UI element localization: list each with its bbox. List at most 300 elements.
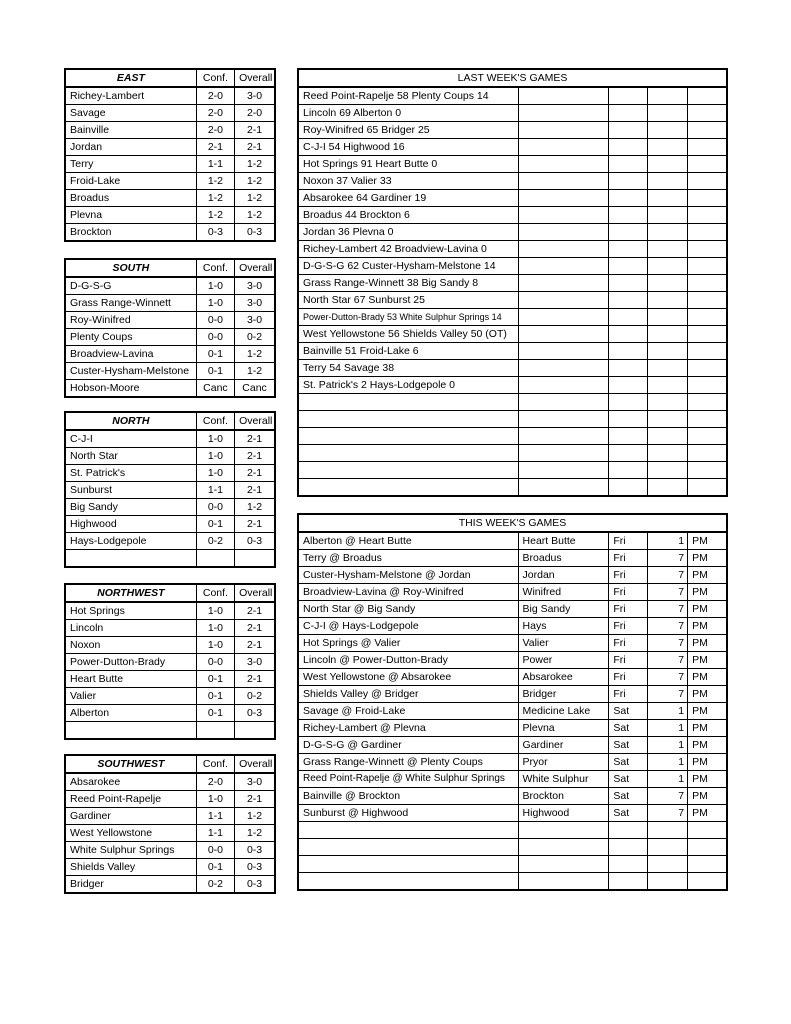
game-result: Lincoln 69 Alberton 0 <box>298 105 518 122</box>
table-row <box>65 207 275 224</box>
empty-cell <box>518 224 609 241</box>
am-pm: PM <box>688 601 727 618</box>
game-day: Sat <box>609 737 647 754</box>
game-day <box>609 822 647 839</box>
am-pm: PM <box>688 584 727 601</box>
empty-cell <box>518 377 609 394</box>
overall-column-header: Overall <box>235 412 275 430</box>
game-day: Fri <box>609 652 647 669</box>
game-result: Absarokee 64 Gardiner 19 <box>298 190 518 207</box>
game-day: Fri <box>609 584 647 601</box>
conf-column-header: Conf. <box>196 755 234 773</box>
standings-east <box>64 68 276 242</box>
game-result: North Star 67 Sunburst 25 <box>298 292 518 309</box>
table-row <box>65 859 275 876</box>
table-row <box>65 842 275 859</box>
overall-record: 0-2 <box>235 688 275 705</box>
conference-record: 0-0 <box>196 499 234 516</box>
team-name: Grass Range-Winnett <box>65 295 196 312</box>
empty-cell <box>688 105 727 122</box>
table-row <box>298 686 727 703</box>
team-name: Absarokee <box>65 773 196 791</box>
location: Valier <box>518 635 609 652</box>
empty-cell <box>609 292 647 309</box>
empty-cell <box>647 479 687 497</box>
empty-cell <box>647 326 687 343</box>
conference-record: 2-0 <box>196 773 234 791</box>
game-result: St. Patrick's 2 Hays-Lodgepole 0 <box>298 377 518 394</box>
conference-record: 1-2 <box>196 190 234 207</box>
am-pm: PM <box>688 669 727 686</box>
section-header <box>298 514 727 532</box>
table-row <box>65 87 275 105</box>
game-day <box>609 873 647 891</box>
team-name: Bridger <box>65 876 196 894</box>
game-result <box>298 445 518 462</box>
table-row <box>298 479 727 497</box>
table-row <box>298 822 727 839</box>
table-row <box>65 430 275 448</box>
team-name: Heart Butte <box>65 671 196 688</box>
empty-cell <box>688 224 727 241</box>
matchup <box>298 856 518 873</box>
table-row <box>65 363 275 380</box>
overall-record: 2-1 <box>235 465 275 482</box>
team-name: Gardiner <box>65 808 196 825</box>
division-header <box>65 412 275 430</box>
table-row <box>65 550 275 568</box>
conference-record: 0-2 <box>196 533 234 550</box>
team-name: Plevna <box>65 207 196 224</box>
game-day: Fri <box>609 601 647 618</box>
overall-record: 2-1 <box>235 448 275 465</box>
conference-record: 0-1 <box>196 516 234 533</box>
empty-cell <box>647 190 687 207</box>
am-pm: PM <box>688 805 727 822</box>
empty-cell <box>647 105 687 122</box>
empty-cell <box>688 360 727 377</box>
game-result: Roy-Winifred 65 Bridger 25 <box>298 122 518 139</box>
table-row <box>65 346 275 363</box>
table-row <box>65 482 275 499</box>
table-row <box>65 671 275 688</box>
empty-cell <box>688 309 727 326</box>
game-time: 1 <box>647 703 687 720</box>
game-time: 7 <box>647 686 687 703</box>
table-row <box>298 754 727 771</box>
table-row <box>65 224 275 242</box>
empty-cell <box>518 241 609 258</box>
location: Winifred <box>518 584 609 601</box>
am-pm: PM <box>688 788 727 805</box>
table-row <box>298 156 727 173</box>
division-name: SOUTH <box>65 259 196 277</box>
overall-record: 0-3 <box>235 533 275 550</box>
overall-record: 1-2 <box>235 346 275 363</box>
empty-cell <box>609 326 647 343</box>
empty-cell <box>647 87 687 105</box>
location: Power <box>518 652 609 669</box>
matchup: Alberton @ Heart Butte <box>298 532 518 550</box>
team-name: West Yellowstone <box>65 825 196 842</box>
team-name: Highwood <box>65 516 196 533</box>
table-row <box>298 601 727 618</box>
location: Highwood <box>518 805 609 822</box>
game-result: D-G-S-G 62 Custer-Hysham-Melstone 14 <box>298 258 518 275</box>
empty-cell <box>688 445 727 462</box>
team-name: Hobson-Moore <box>65 380 196 398</box>
team-name: Reed Point-Rapelje <box>65 791 196 808</box>
location <box>518 856 609 873</box>
empty-cell <box>688 173 727 190</box>
standings-north <box>64 411 276 568</box>
team-name: White Sulphur Springs <box>65 842 196 859</box>
conference-record: 0-1 <box>196 363 234 380</box>
team-name: Shields Valley <box>65 859 196 876</box>
conference-record: 1-0 <box>196 430 234 448</box>
matchup: Broadview-Lavina @ Roy-Winifred <box>298 584 518 601</box>
empty-cell <box>609 462 647 479</box>
game-result <box>298 428 518 445</box>
matchup: D-G-S-G @ Gardiner <box>298 737 518 754</box>
empty-cell <box>688 207 727 224</box>
location: Heart Butte <box>518 532 609 550</box>
matchup: C-J-I @ Hays-Lodgepole <box>298 618 518 635</box>
table-row <box>298 173 727 190</box>
table-row <box>65 380 275 398</box>
table-row <box>298 309 727 326</box>
team-name: Power-Dutton-Brady <box>65 654 196 671</box>
empty-cell <box>518 275 609 292</box>
game-time: 1 <box>647 720 687 737</box>
empty-cell <box>688 139 727 156</box>
empty-cell <box>518 190 609 207</box>
table-row <box>65 465 275 482</box>
empty-cell <box>647 309 687 326</box>
conference-record: Canc <box>196 380 234 398</box>
empty-cell <box>518 445 609 462</box>
overall-record: 1-2 <box>235 173 275 190</box>
empty-cell <box>688 326 727 343</box>
location: Brockton <box>518 788 609 805</box>
empty-cell <box>688 462 727 479</box>
game-time <box>647 856 687 873</box>
game-time: 7 <box>647 788 687 805</box>
empty-cell <box>609 377 647 394</box>
conference-record: 1-0 <box>196 602 234 620</box>
empty-cell <box>609 207 647 224</box>
matchup <box>298 839 518 856</box>
empty-cell <box>647 156 687 173</box>
table-row <box>65 105 275 122</box>
game-day: Fri <box>609 567 647 584</box>
am-pm: PM <box>688 532 727 550</box>
overall-record: 2-0 <box>235 105 275 122</box>
conference-record: 2-0 <box>196 87 234 105</box>
this-week-games <box>297 513 728 891</box>
section-title: LAST WEEK'S GAMES <box>298 69 727 87</box>
conference-record: 0-2 <box>196 876 234 894</box>
am-pm: PM <box>688 635 727 652</box>
table-row <box>298 258 727 275</box>
conference-record: 2-0 <box>196 105 234 122</box>
game-result: C-J-I 54 Highwood 16 <box>298 139 518 156</box>
division-name: EAST <box>65 69 196 87</box>
empty-cell <box>518 105 609 122</box>
empty-cell <box>609 87 647 105</box>
conference-record: 1-2 <box>196 173 234 190</box>
matchup: Lincoln @ Power-Dutton-Brady <box>298 652 518 669</box>
overall-record: 2-1 <box>235 637 275 654</box>
table-row <box>65 173 275 190</box>
empty-cell <box>688 275 727 292</box>
game-result <box>298 394 518 411</box>
empty-cell <box>647 207 687 224</box>
overall-record: 0-3 <box>235 705 275 722</box>
overall-record: 2-1 <box>235 482 275 499</box>
table-row <box>298 584 727 601</box>
empty-cell <box>688 411 727 428</box>
am-pm <box>688 839 727 856</box>
conference-record <box>196 550 234 568</box>
empty-cell <box>518 462 609 479</box>
table-row <box>298 805 727 822</box>
team-name: Terry <box>65 156 196 173</box>
matchup: Savage @ Froid-Lake <box>298 703 518 720</box>
overall-record: 0-3 <box>235 876 275 894</box>
game-day: Fri <box>609 532 647 550</box>
overall-record: 1-2 <box>235 190 275 207</box>
empty-cell <box>609 156 647 173</box>
am-pm: PM <box>688 652 727 669</box>
game-day: Fri <box>609 669 647 686</box>
location: Jordan <box>518 567 609 584</box>
empty-cell <box>609 445 647 462</box>
game-day <box>609 856 647 873</box>
location: White Sulphur <box>518 771 609 788</box>
empty-cell <box>647 462 687 479</box>
game-time <box>647 839 687 856</box>
conference-record <box>196 722 234 740</box>
team-name: Plenty Coups <box>65 329 196 346</box>
empty-cell <box>518 411 609 428</box>
am-pm <box>688 856 727 873</box>
matchup <box>298 873 518 891</box>
table-row <box>298 652 727 669</box>
table-row <box>298 618 727 635</box>
location: Pryor <box>518 754 609 771</box>
matchup <box>298 822 518 839</box>
table-row <box>298 105 727 122</box>
game-time <box>647 822 687 839</box>
am-pm: PM <box>688 550 727 567</box>
standings-northwest <box>64 583 276 740</box>
conference-record: 1-1 <box>196 825 234 842</box>
empty-cell <box>518 173 609 190</box>
table-row <box>65 876 275 894</box>
overall-record: 2-1 <box>235 671 275 688</box>
table-row <box>298 703 727 720</box>
division-header <box>65 584 275 602</box>
conference-record: 1-1 <box>196 482 234 499</box>
conference-record: 2-0 <box>196 122 234 139</box>
am-pm: PM <box>688 754 727 771</box>
empty-cell <box>647 360 687 377</box>
game-time: 1 <box>647 532 687 550</box>
conference-record: 0-1 <box>196 346 234 363</box>
table-row <box>298 241 727 258</box>
location <box>518 839 609 856</box>
table-row <box>65 516 275 533</box>
matchup: Reed Point-Rapelje @ White Sulphur Springs <box>298 771 518 788</box>
empty-cell <box>688 292 727 309</box>
table-row <box>298 532 727 550</box>
conference-record: 1-0 <box>196 637 234 654</box>
table-row <box>298 720 727 737</box>
conf-column-header: Conf. <box>196 584 234 602</box>
empty-cell <box>609 122 647 139</box>
empty-cell <box>688 479 727 497</box>
table-row <box>298 122 727 139</box>
game-result: Reed Point-Rapelje 58 Plenty Coups 14 <box>298 87 518 105</box>
conference-record: 1-0 <box>196 791 234 808</box>
section-header <box>298 69 727 87</box>
table-row <box>65 295 275 312</box>
conference-record: 0-0 <box>196 329 234 346</box>
game-result: Terry 54 Savage 38 <box>298 360 518 377</box>
empty-cell <box>609 105 647 122</box>
table-row <box>65 637 275 654</box>
empty-cell <box>518 360 609 377</box>
empty-cell <box>518 139 609 156</box>
empty-cell <box>609 275 647 292</box>
empty-cell <box>518 156 609 173</box>
table-row <box>65 825 275 842</box>
empty-cell <box>647 122 687 139</box>
table-row <box>298 771 727 788</box>
empty-cell <box>518 309 609 326</box>
game-result: Broadus 44 Brockton 6 <box>298 207 518 224</box>
table-row <box>65 705 275 722</box>
game-result: Power-Dutton-Brady 53 White Sulphur Springs 14 <box>298 309 518 326</box>
overall-record <box>235 550 275 568</box>
game-result <box>298 479 518 497</box>
conference-record: 1-0 <box>196 277 234 295</box>
matchup: Shields Valley @ Bridger <box>298 686 518 703</box>
table-row <box>298 856 727 873</box>
table-row <box>298 635 727 652</box>
game-time <box>647 873 687 891</box>
overall-record <box>235 722 275 740</box>
empty-cell <box>688 343 727 360</box>
empty-cell <box>647 445 687 462</box>
matchup: Custer-Hysham-Melstone @ Jordan <box>298 567 518 584</box>
overall-record: 2-1 <box>235 602 275 620</box>
conference-record: 1-0 <box>196 465 234 482</box>
location: Medicine Lake <box>518 703 609 720</box>
game-day: Sat <box>609 788 647 805</box>
overall-record: 2-1 <box>235 430 275 448</box>
overall-record: 2-1 <box>235 620 275 637</box>
table-row <box>298 360 727 377</box>
table-row <box>65 791 275 808</box>
overall-record: 1-2 <box>235 825 275 842</box>
last-week-games <box>297 68 728 497</box>
empty-cell <box>647 428 687 445</box>
empty-cell <box>609 190 647 207</box>
empty-cell <box>518 428 609 445</box>
conf-column-header: Conf. <box>196 69 234 87</box>
division-name: SOUTHWEST <box>65 755 196 773</box>
game-result <box>298 411 518 428</box>
empty-cell <box>688 258 727 275</box>
table-row <box>298 839 727 856</box>
empty-cell <box>688 394 727 411</box>
conf-column-header: Conf. <box>196 412 234 430</box>
conference-record: 0-1 <box>196 671 234 688</box>
matchup: Sunburst @ Highwood <box>298 805 518 822</box>
table-row <box>298 292 727 309</box>
overall-record: Canc <box>235 380 275 398</box>
overall-record: 0-3 <box>235 842 275 859</box>
overall-record: 2-1 <box>235 139 275 156</box>
table-row <box>65 654 275 671</box>
conference-record: 1-1 <box>196 156 234 173</box>
team-name: Lincoln <box>65 620 196 637</box>
overall-record: 3-0 <box>235 654 275 671</box>
am-pm: PM <box>688 567 727 584</box>
location: Plevna <box>518 720 609 737</box>
game-time: 1 <box>647 771 687 788</box>
overall-record: 3-0 <box>235 295 275 312</box>
team-name: D-G-S-G <box>65 277 196 295</box>
table-row <box>65 448 275 465</box>
table-row <box>298 737 727 754</box>
overall-column-header: Overall <box>235 755 275 773</box>
team-name: Savage <box>65 105 196 122</box>
location: Absarokee <box>518 669 609 686</box>
empty-cell <box>688 428 727 445</box>
conference-record: 1-1 <box>196 808 234 825</box>
table-row <box>298 343 727 360</box>
team-name: Valier <box>65 688 196 705</box>
am-pm: PM <box>688 618 727 635</box>
empty-cell <box>518 122 609 139</box>
empty-cell <box>647 258 687 275</box>
empty-cell <box>688 190 727 207</box>
empty-cell <box>518 326 609 343</box>
division-header <box>65 69 275 87</box>
empty-cell <box>647 224 687 241</box>
game-time: 1 <box>647 737 687 754</box>
am-pm: PM <box>688 703 727 720</box>
table-row <box>65 277 275 295</box>
matchup: Terry @ Broadus <box>298 550 518 567</box>
section-title: THIS WEEK'S GAMES <box>298 514 727 532</box>
table-row <box>65 122 275 139</box>
game-day: Sat <box>609 703 647 720</box>
team-name: Alberton <box>65 705 196 722</box>
overall-column-header: Overall <box>235 584 275 602</box>
overall-record: 2-1 <box>235 791 275 808</box>
table-row <box>65 808 275 825</box>
overall-record: 3-0 <box>235 277 275 295</box>
table-row <box>65 602 275 620</box>
conference-record: 2-1 <box>196 139 234 156</box>
location: Big Sandy <box>518 601 609 618</box>
empty-cell <box>647 241 687 258</box>
conf-column-header: Conf. <box>196 259 234 277</box>
